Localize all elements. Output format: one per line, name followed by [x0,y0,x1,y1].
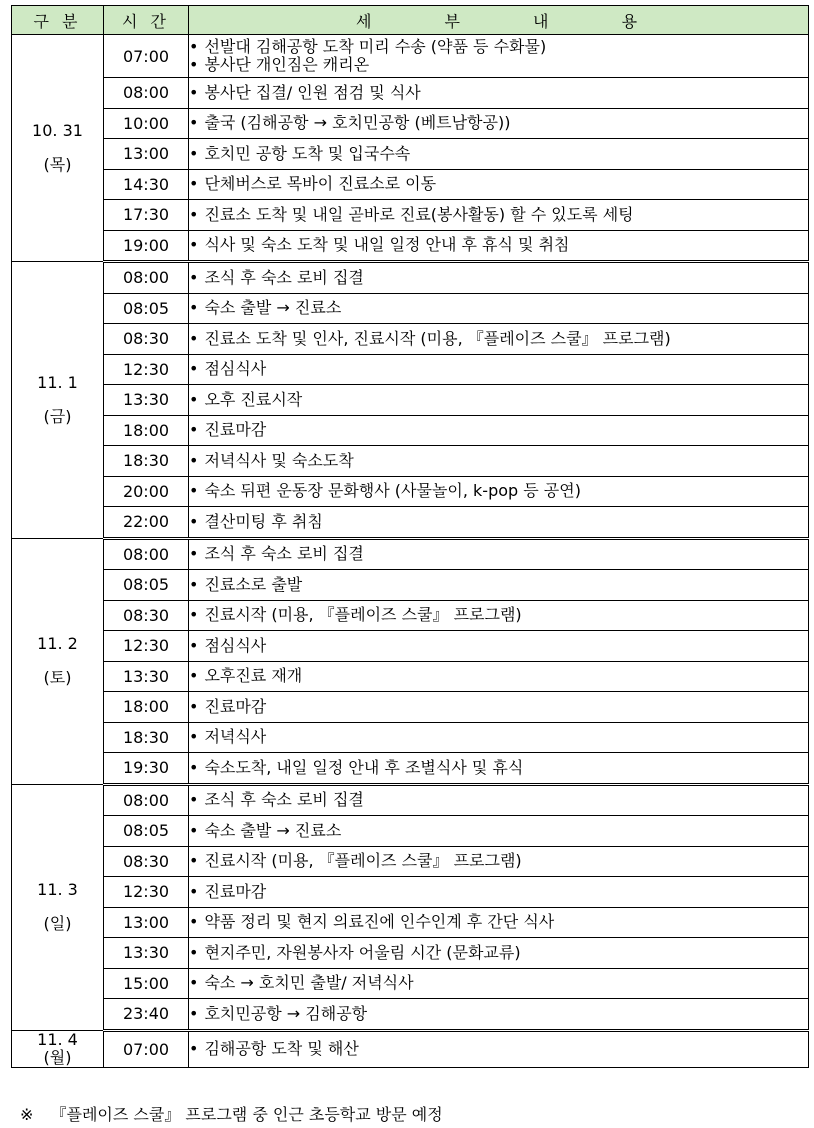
time-cell: 08:00 [104,262,189,294]
detail-cell [189,200,809,231]
bullet-icon: • [189,912,199,932]
time-cell: 08:05 [104,293,189,324]
schedule-row [12,538,809,570]
detail-cell [189,324,809,355]
schedule-row [12,293,809,324]
detail-cell [189,692,809,723]
time-cell: 18:00 [104,692,189,723]
detail-cell [189,385,809,416]
detail-line [189,698,808,716]
detail-text: 약품 정리 및 현지 의료진에 인수인계 후 간단 식사 [204,912,555,932]
header-detail: 세 부 내 용 [189,6,809,35]
detail-text: 호치민공항 → 김해공항 [204,1003,368,1023]
bullet-icon: • [189,820,199,840]
bullet-icon: • [189,790,199,810]
schedule-row [12,507,809,539]
bullet-icon: • [189,635,199,655]
detail-text: 저녁식사 [204,727,267,747]
bullet-icon: • [189,481,199,501]
detail-cell [189,631,809,662]
day-date: 10. 31 [32,121,83,140]
schedule-row [12,324,809,355]
bullet-icon: • [189,757,199,777]
bullet-icon: • [189,973,199,993]
detail-text: 진료마감 [204,420,267,440]
detail-line [189,360,808,378]
detail-text: 점심식사 [204,359,267,379]
time-cell: 18:00 [104,415,189,446]
schedule-table [11,5,809,1068]
schedule-row [12,999,809,1031]
time-cell: 13:30 [104,385,189,416]
detail-cell [189,169,809,200]
bullet-icon: • [189,420,199,440]
bullet-icon: • [189,143,199,163]
detail-cell [189,968,809,999]
detail-line [189,114,808,132]
bullet-icon: • [189,574,199,594]
time-cell: 23:40 [104,999,189,1031]
detail-text: 숙소 뒤편 운동장 문화행사 (사물놀이, k-pop 등 공연) [204,481,581,501]
detail-line [189,482,808,500]
bullet-icon: • [189,328,199,348]
time-cell: 18:30 [104,446,189,477]
bullet-icon: • [189,696,199,716]
schedule-row [12,262,809,294]
bullet-icon: • [189,82,199,102]
time-cell: 20:00 [104,476,189,507]
detail-line [189,299,808,317]
day-date: 11. 3 [37,880,78,899]
detail-line [189,330,808,348]
schedule-row [12,35,809,78]
bullet-icon: • [189,881,199,901]
bullet-icon: • [189,235,199,255]
detail-cell [189,753,809,785]
detail-line [189,421,808,439]
detail-text: 진료시작 (미용, 『플레이즈 스쿨』 프로그램) [204,605,522,625]
detail-cell [189,570,809,601]
time-cell: 10:00 [104,108,189,139]
reference-mark: ※ [20,1105,34,1124]
schedule-row [12,385,809,416]
detail-text: 점심식사 [204,635,267,655]
detail-cell [189,784,809,816]
bullet-icon: • [189,511,199,531]
time-cell: 12:30 [104,631,189,662]
schedule-row [12,476,809,507]
detail-text: 봉사단 집결/ 인원 점검 및 식사 [204,82,421,102]
detail-cell [189,293,809,324]
detail-text: 김해공항 도착 및 해산 [204,1039,359,1058]
detail-text: 조식 후 숙소 로비 집결 [204,267,364,287]
time-cell: 13:00 [104,907,189,938]
detail-text: 진료소 도착 및 인사, 진료시작 (미용, 『플레이즈 스쿨』 프로그램) [204,328,671,348]
time-cell: 19:00 [104,230,189,262]
detail-text: 현지주민, 자원봉사자 어울림 시간 (문화교류) [204,942,521,962]
detail-line [189,759,808,777]
day-cell [12,784,104,1030]
detail-line [189,513,808,531]
detail-text: 호치민 공항 도착 및 입국수속 [204,143,411,163]
schedule-row [12,753,809,785]
detail-text: 숙소 출발 → 진료소 [204,298,342,318]
detail-cell [189,415,809,446]
bullet-icon: • [189,1039,199,1058]
day-weekday: (목) [43,155,72,174]
detail-cell [189,139,809,170]
detail-text: 진료마감 [204,881,267,901]
detail-text: 선발대 김해공항 도착 미리 수송 (약품 등 수화물) [204,37,547,56]
detail-text: 숙소 → 호치민 출발/ 저녁식사 [204,973,414,993]
detail-text: 조식 후 숙소 로비 집결 [204,544,364,564]
detail-text: 진료시작 (미용, 『플레이즈 스쿨』 프로그램) [204,851,522,871]
bullet-icon: • [189,204,199,224]
day-weekday: (토) [43,668,72,687]
bullet-icon: • [189,666,199,686]
schedule-row [12,169,809,200]
detail-line [189,944,808,962]
detail-line [189,576,808,594]
bullet-icon: • [189,113,199,133]
bullet-icon: • [189,55,199,74]
schedule-row [12,661,809,692]
detail-line [189,452,808,470]
footnote [20,1102,443,1125]
schedule-row [12,78,809,109]
schedule-row [12,446,809,477]
day-cell [12,262,104,539]
footnote-text: 『플레이즈 스쿨』 프로그램 중 인근 초등학교 방문 예정 [50,1105,443,1124]
schedule-row [12,108,809,139]
detail-cell [189,35,809,78]
detail-line [189,606,808,624]
time-cell: 08:30 [104,324,189,355]
time-cell: 17:30 [104,200,189,231]
schedule-body [12,35,809,1068]
detail-line [189,913,808,931]
detail-cell [189,262,809,294]
detail-cell [189,507,809,539]
bullet-icon: • [189,174,199,194]
schedule-row [12,600,809,631]
schedule-row [12,200,809,231]
detail-line [189,822,808,840]
bullet-icon: • [189,267,199,287]
detail-line [189,852,808,870]
day-weekday: (금) [43,406,72,426]
day-weekday: (월) [43,1047,72,1067]
bullet-icon: • [189,544,199,564]
detail-text: 식사 및 숙소 도착 및 내일 일정 안내 후 휴식 및 취침 [204,235,570,255]
detail-cell [189,538,809,570]
detail-line [189,1005,808,1023]
schedule-row [12,784,809,816]
detail-line [189,545,808,563]
detail-text: 숙소 출발 → 진료소 [204,820,342,840]
detail-cell [189,1030,809,1067]
detail-cell [189,999,809,1031]
time-cell: 15:00 [104,968,189,999]
detail-cell [189,877,809,908]
time-cell: 08:00 [104,784,189,816]
detail-line [189,883,808,901]
time-cell: 08:30 [104,846,189,877]
day-weekday: (일) [43,914,72,933]
detail-cell [189,907,809,938]
bullet-icon: • [189,450,199,470]
time-cell: 13:30 [104,938,189,969]
schedule-row [12,139,809,170]
bullet-icon: • [189,389,199,409]
detail-text: 저녁식사 및 숙소도착 [204,450,354,470]
detail-line [189,38,808,56]
detail-line [189,236,808,254]
time-cell: 08:00 [104,538,189,570]
detail-cell [189,354,809,385]
bullet-icon: • [189,298,199,318]
day-cell [12,1030,104,1067]
time-cell: 08:30 [104,600,189,631]
detail-line [189,637,808,655]
bullet-icon: • [189,605,199,625]
time-cell: 19:30 [104,753,189,785]
schedule-row [12,816,809,847]
day-cell [12,35,104,262]
detail-line [189,791,808,809]
detail-text: 진료마감 [204,696,267,716]
detail-line [189,667,808,685]
time-cell: 12:30 [104,877,189,908]
detail-text: 오후 진료시작 [204,389,303,409]
bullet-icon: • [189,37,199,56]
time-cell: 22:00 [104,507,189,539]
detail-text: 출국 (김해공항 → 호치민공항 (베트남항공)) [204,113,511,133]
detail-text: 결산미팅 후 취침 [204,511,323,531]
detail-cell [189,938,809,969]
detail-text: 조식 후 숙소 로비 집결 [204,790,364,810]
schedule-row [12,692,809,723]
time-cell: 08:05 [104,570,189,601]
bullet-icon: • [189,359,199,379]
schedule-row [12,907,809,938]
detail-cell [189,722,809,753]
time-cell: 14:30 [104,169,189,200]
schedule-row [12,877,809,908]
detail-text: 봉사단 개인짐은 캐리온 [204,55,370,74]
detail-cell [189,661,809,692]
detail-text: 진료소로 출발 [204,574,303,594]
detail-cell [189,476,809,507]
day-date: 11. 2 [37,634,78,653]
time-cell: 08:00 [104,78,189,109]
schedule-row [12,415,809,446]
schedule-row [12,846,809,877]
bullet-icon: • [189,851,199,871]
header-group: 구 분 [12,6,104,35]
schedule-row [12,570,809,601]
detail-line [189,974,808,992]
detail-line [189,1040,808,1058]
detail-line [189,84,808,102]
bullet-icon: • [189,942,199,962]
time-cell: 18:30 [104,722,189,753]
time-cell: 08:05 [104,816,189,847]
detail-line [189,728,808,746]
detail-text: 숙소도착, 내일 일정 안내 후 조별식사 및 휴식 [204,757,524,777]
detail-cell [189,108,809,139]
day-date: 11. 1 [37,372,78,392]
time-cell: 13:00 [104,139,189,170]
detail-cell [189,816,809,847]
detail-cell [189,78,809,109]
header-row [12,6,809,35]
detail-text: 오후진료 재개 [204,666,303,686]
detail-text: 진료소 도착 및 내일 곧바로 진료(봉사활동) 할 수 있도록 세팅 [204,204,634,224]
schedule-row [12,722,809,753]
detail-cell [189,600,809,631]
bullet-icon: • [189,1003,199,1023]
detail-cell [189,230,809,262]
schedule-row [12,938,809,969]
bullet-icon: • [189,727,199,747]
schedule-row [12,354,809,385]
schedule-row [12,230,809,262]
time-cell: 07:00 [104,1030,189,1067]
schedule-row [12,631,809,662]
detail-line [189,175,808,193]
day-cell [12,538,104,784]
schedule-row [12,1030,809,1067]
detail-cell [189,846,809,877]
header-time: 시 간 [104,6,189,35]
time-cell: 13:30 [104,661,189,692]
time-cell: 12:30 [104,354,189,385]
detail-cell [189,446,809,477]
schedule-row [12,968,809,999]
detail-line [189,269,808,287]
day-date: 11. 4 [37,1029,78,1049]
detail-text: 단체버스로 목바이 진료소로 이동 [204,174,437,194]
time-cell: 07:00 [104,35,189,78]
detail-line [189,145,808,163]
detail-line [189,206,808,224]
detail-line [189,391,808,409]
detail-line [189,56,808,74]
